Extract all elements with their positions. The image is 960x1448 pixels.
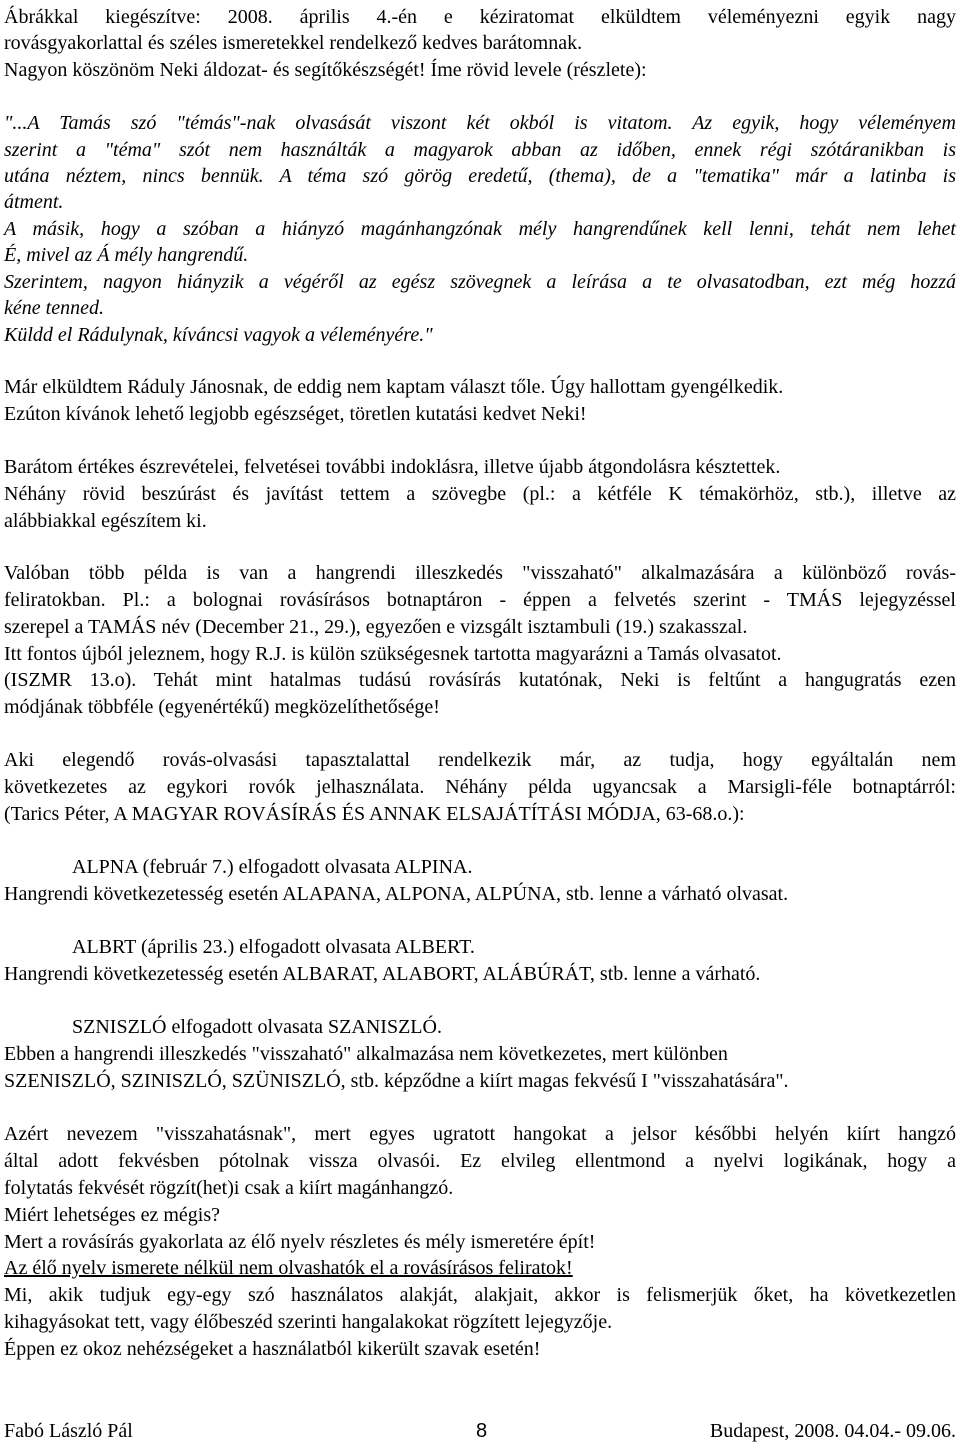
footer-place-date: Budapest, 2008. 04.04.- 09.06. xyxy=(709,1420,956,1442)
quote-line: utána néztem, nincs bennük. A téma szó görög eredetű, (thema), de a "tematika" már a latinba is xyxy=(4,165,956,187)
quote-line: átment. xyxy=(4,191,64,213)
text-line: által adott fekvésben pótolnak vissza olvasói. Ez elvileg ellentmond a nyelvi logikának, hogy a xyxy=(4,1150,956,1172)
text-line: Aki elegendő rovás-olvasási tapasztalattal rendelkezik már, az tudja, hogy egyáltalán nem xyxy=(4,749,956,771)
text-line: SZENISZLÓ, SZINISZLÓ, SZÜNISZLÓ, stb. képződne a kiírt magas fekvésű I "visszahatására". xyxy=(4,1070,789,1092)
text-line: Éppen ez okoz nehézségeket a használatból kikerült szavak esetén! xyxy=(4,1338,541,1360)
text-line: (Tarics Péter, A MAGYAR ROVÁSÍRÁS ÉS ANNAK ELSAJÁTÍTÁSI MÓDJA, 63-68.o.): xyxy=(4,803,745,825)
text-line: módjának többféle (egyenértékű) megközelíthetősége! xyxy=(4,696,440,718)
text-line: Néhány rövid beszúrást és javítást tettem a szövegbe (pl.: a kétféle K témakörhöz, stb.), illetve az xyxy=(4,483,956,505)
text-line: Hangrendi következetesség esetén ALBARAT, ALABORT, ALÁBÚRÁT, stb. lenne a várható. xyxy=(4,963,761,985)
quote-line: kéne tenned. xyxy=(4,297,104,319)
quote-line: szerint a "téma" szót nem használták a magyarok abban az időben, ennek régi szótáranikban is xyxy=(4,139,956,161)
text-line: Mi, akik tudjuk egy-egy szó használatos alakját, alakjait, akkor is felismerjük őket, ha következetlen xyxy=(4,1284,956,1306)
example-line: ALPNA (február 7.) elfogadott olvasata ALPINA. xyxy=(72,856,473,878)
text-line: Ebben a hangrendi illeszkedés "visszaható" alkalmazása nem következetes, mert különben xyxy=(4,1043,728,1065)
quote-line: Küldd el Rádulynak, kíváncsi vagyok a véleményére." xyxy=(4,324,433,346)
quote-line: "...A Tamás szó "témás"-nak olvasását viszont két okból is vitatom. Az egyik, hogy véleményem xyxy=(4,112,956,134)
text-line: Már elküldtem Ráduly Jánosnak, de eddig nem kaptam választ tőle. Úgy hallottam gyengélkedik. xyxy=(4,376,784,398)
example-line: SZNISZLÓ elfogadott olvasata SZANISZLÓ. xyxy=(72,1016,442,1038)
quote-line: É, mivel az Á mély hangrendű. xyxy=(4,244,249,266)
text-line: feliratokban. Pl.: a bolognai rovásírásos botnaptáron - éppen a felvetés szerint - TMÁS lejegyzéssel xyxy=(4,589,956,611)
text-line: következetes az egykori rovók jelhasználata. Néhány példa ugyancsak a Marsigli-féle botnaptárról: xyxy=(4,776,956,798)
text-line: Miért lehetséges ez mégis? xyxy=(4,1204,221,1226)
text-line: kihagyásokat tett, vagy élőbeszéd szerinti hangalakokat rögzített lejegyzője. xyxy=(4,1311,613,1333)
quote-line: Szerintem, nagyon hiányzik a végéről az egész szövegnek a leírása a te olvasatodban, ezt még hozzá xyxy=(4,271,956,293)
text-line: Mert a rovásírás gyakorlata az élő nyelv részletes és mély ismeretére épít! xyxy=(4,1231,596,1253)
text-line: rovásgyakorlattal és széles ismeretekkel rendelkező kedves barátomnak. xyxy=(4,32,583,54)
text-line: Azért nevezem "visszahatásnak", mert egyes ugratott hangokat a jelsor későbbi helyén kiírt hangzó xyxy=(4,1123,956,1145)
footer-author: Fabó László Pál xyxy=(4,1420,133,1442)
text-line: Nagyon köszönöm Neki áldozat- és segítőkészségét! Íme rövid levele (részlete): xyxy=(4,59,647,81)
text-line: Hangrendi következetesség esetén ALAPANA, ALPONA, ALPÚNA, stb. lenne a várható olvasat. xyxy=(4,883,789,905)
text-line: Itt fontos újból jeleznem, hogy R.J. is külön szükségesnek tartotta magyarázni a Tamás olvasatot. xyxy=(4,643,782,665)
page-footer xyxy=(4,1418,956,1446)
text-line: folytatás fekvését rögzít(het)i csak a kiírt magánhangzó. xyxy=(4,1177,454,1199)
text-line: Valóban több példa is van a hangrendi illeszkedés "visszaható" alkalmazására a különböző rovás- xyxy=(4,562,956,584)
text-line: Ábrákkal kiegészítve: 2008. április 4.-én e kéziratomat elküldtem véleményezni egyik nagy xyxy=(4,6,956,28)
text-line: alábbiakkal egészítem ki. xyxy=(4,510,207,532)
text-line: Barátom értékes észrevételei, felvetései további indoklásra, illetve újabb átgondolásra késztettek. xyxy=(4,456,781,478)
example-line: ALBRT (április 23.) elfogadott olvasata ALBERT. xyxy=(72,936,475,958)
text-line: szerepel a TAMÁS név (December 21., 29.), egyezően e vizsgált isztambuli (19.) szakasszal. xyxy=(4,616,748,638)
text-line: (ISZMR 13.o). Tehát mint hatalmas tudású rovásírás kutatónak, Neki is feltűnt a hangugratás ezen xyxy=(4,669,956,691)
text-line: Ezúton kívánok lehető legjobb egészséget, töretlen kutatási kedvet Neki! xyxy=(4,403,587,425)
quote-line: A másik, hogy a szóban a hiányzó magánhangzónak mély hangrendűnek kell lenni, tehát nem lehet xyxy=(4,218,956,240)
page-number: 8 xyxy=(476,1420,488,1442)
underlined-line: Az élő nyelv ismerete nélkül nem olvashatók el a rovásírásos feliratok! xyxy=(4,1257,573,1279)
